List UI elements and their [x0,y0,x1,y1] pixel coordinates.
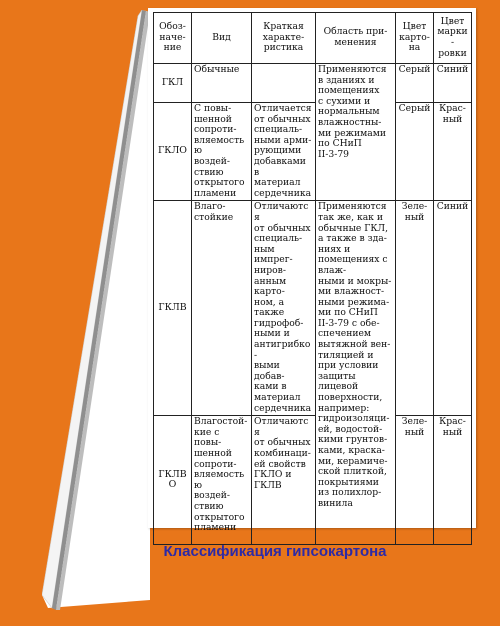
cell-type: Влаго- стойкие [192,201,252,416]
table-row [154,103,472,201]
header-type: Вид [192,13,252,64]
drywall-board-illustration [42,10,150,610]
table-row [154,416,472,545]
cell-marking-color: Синий [434,201,472,416]
cell-description [252,64,316,103]
table-row [154,201,472,416]
drywall-classification-table [153,12,472,545]
header-designation: Обоз- наче- ние [154,13,192,64]
figure-caption: Классификация гипсокартона [163,543,387,560]
header-marking-color: Цвет марки- ровки [434,13,472,64]
table-row [154,64,472,103]
cell-designation: ГКЛВО [154,416,192,545]
cell-type: Влагостой- кие с повы- шенной сопроти- вляемостью воздей- ствию открытого пламени [192,416,252,545]
header-description: Краткая характе- ристика [252,13,316,64]
cell-designation: ГКЛВ [154,201,192,416]
cell-marking-color: Синий [434,64,472,103]
cell-application: Применяются так же, как и обычные ГКЛ, а также в зда- ниях и помещениях с влаж- ными и мокры- ми влажност- ными режима- ми по СНиП II-3-79 с обе- спечением вытяжной вен- тиляцией и при условии защиты лицевой поверхности, например: гидроизоляци- ей, водостой- кими грунтов- ками, краска- ми, керамиче- ской плиткой, покрытиями из полихлор- винила [316,201,396,545]
header-application: Область при- менения [316,13,396,64]
cell-board-color: Серый [396,103,434,201]
cell-marking-color: Крас- ный [434,103,472,201]
cell-designation: ГКЛ [154,64,192,103]
cell-board-color: Зеле- ный [396,201,434,416]
table-header-row [154,13,472,64]
cell-marking-color: Крас- ный [434,416,472,545]
cell-type: Обычные [192,64,252,103]
cell-description: Отличаются от обычных комбинаци- ей свойств ГКЛО и ГКЛВ [252,416,316,545]
cell-designation: ГКЛО [154,103,192,201]
cell-board-color: Серый [396,64,434,103]
classification-table-sheet [148,8,476,534]
header-board-color: Цвет карто- на [396,13,434,64]
cell-type: С повы- шенной сопроти- вляемостью воздей- ствию открытого пламени [192,103,252,201]
cell-description: Отличается от обычных специаль- ными арми- рующими добавками в материал сердечника [252,103,316,201]
cell-application: Применяются в зданиях и помещениях с сухими и нормальным влажностны- ми режимами по СНиП II-3-79 [316,64,396,201]
cell-board-color: Зеле- ный [396,416,434,545]
cell-description: Отличаются от обычных специаль- ным импрег- ниров- анным карто- ном, а также гидрофоб- ными и антигрибко- выми добав- ками в материал сердечника [252,201,316,416]
